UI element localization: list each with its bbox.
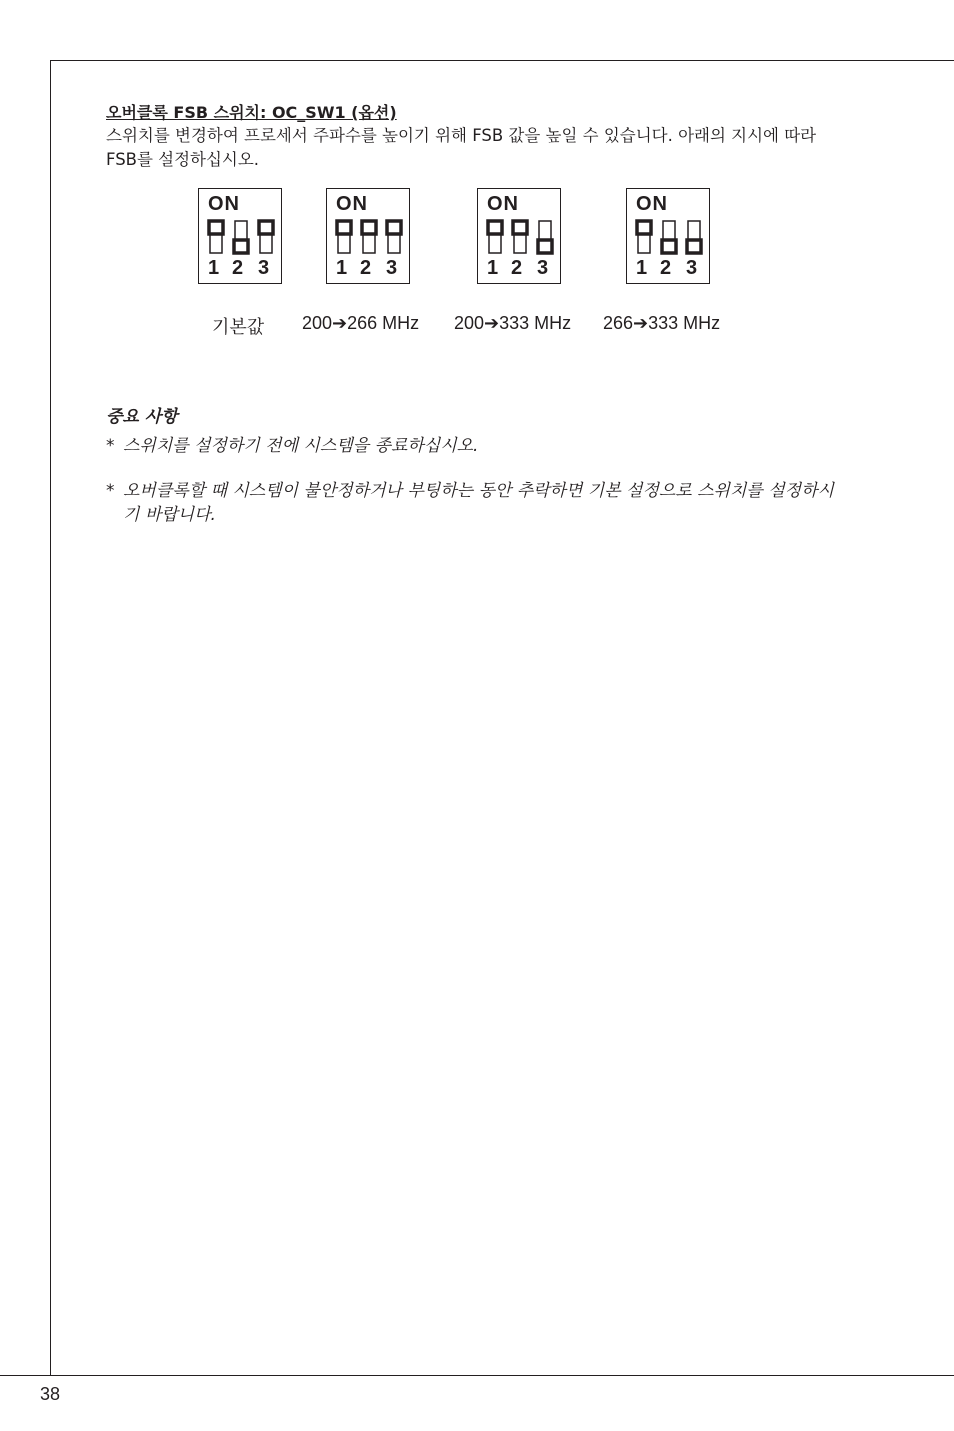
switch-knob-on [362,221,376,234]
switch-number: 3 [686,257,698,279]
switch-number: 3 [537,257,549,279]
page-frame-left-rule [50,60,51,1375]
switch-on-label: ON [636,193,668,215]
section-title: 오버클록 FSB 스위치: OC_SW1 (옵션) [106,103,397,122]
note-bullet: * [106,436,115,456]
dip-switch-200-266 [326,188,410,284]
dip-switch-266-333 [626,188,710,284]
switch-on-label: ON [336,193,368,215]
switch-number: 1 [636,257,648,279]
page-footer-rule [0,1375,954,1376]
switch-knob-on [337,221,351,234]
switch-knob-on [637,221,651,234]
switch-number: 3 [258,257,270,279]
intro-paragraph: 스위치를 변경하여 프로세서 주파수를 높이기 위해 FSB 값을 높일 수 있습니다. 아래의 지시에 따라 FSB를 설정하십시오. [106,126,817,169]
switch-knob-off [538,240,552,253]
switch-knob-on [387,221,401,234]
note-bullet: * [106,481,115,501]
switch-number: 3 [386,257,398,279]
note-text: 스위치를 설정하기 전에 시스템을 종료하십시오. [123,436,479,456]
page-frame-top-rule [50,60,954,61]
switch-caption-200-266: 200➔266 MHz [302,313,420,333]
switch-on-label: ON [208,193,240,215]
switch-caption-266-333: 266➔333 MHz [603,313,721,333]
switch-knob-off [687,240,701,253]
switch-knob-on [513,221,527,234]
switch-number: 2 [360,257,372,279]
switch-number: 2 [511,257,523,279]
switch-number: 2 [232,257,244,279]
switch-knob-on [209,221,223,234]
dip-switch-200-333 [477,188,561,284]
page-number: 38 [40,1384,61,1404]
switch-caption-200-333: 200➔333 MHz [454,313,572,333]
switch-knob-off [234,240,248,253]
important-notes-heading: 중요 사항 [106,407,178,427]
note-text: 오버클록할 때 시스템이 불안정하거나 부팅하는 동안 추락하면 기본 설정으로 스위치를 설정하시기 바랍니다. [123,481,834,525]
switch-number: 1 [487,257,499,279]
switch-knob-on [259,221,273,234]
switch-on-label: ON [487,193,519,215]
switch-number: 2 [660,257,672,279]
switch-number: 1 [336,257,348,279]
switch-caption-default: 기본값 [212,317,265,337]
switch-knob-on [488,221,502,234]
switch-number: 1 [208,257,220,279]
switch-knob-off [662,240,676,253]
dip-switch-default [198,188,282,284]
